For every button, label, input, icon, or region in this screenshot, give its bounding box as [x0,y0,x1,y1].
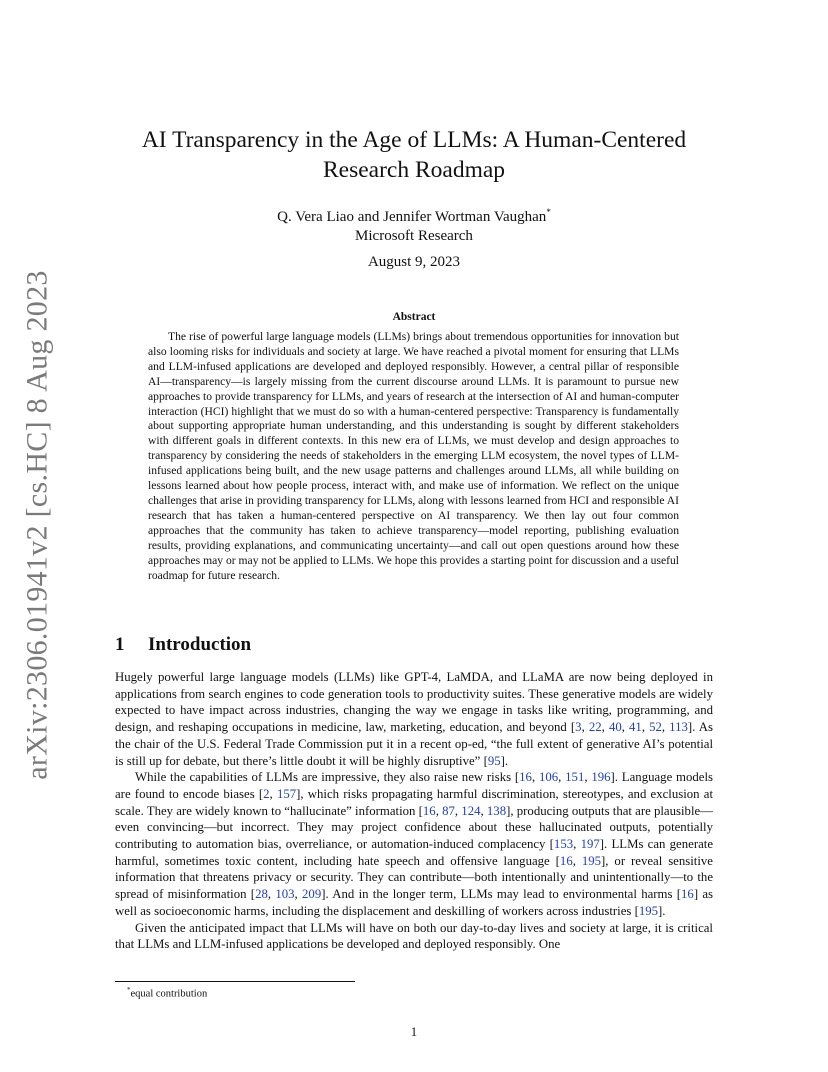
footnote [127,986,207,1000]
citation-link[interactable]: 16 [559,853,573,868]
paper-date: August 9, 2023 [367,254,461,270]
citation-link[interactable]: 40 [608,720,622,735]
citation-link[interactable]: 197 [580,837,600,852]
citation-link[interactable]: 195 [638,903,659,918]
author-names: Q. Vera Liao and Jennifer Wortman Vaughan [277,209,547,225]
citation-link[interactable]: 3 [575,720,582,735]
author-block [100,203,728,246]
citation-link[interactable]: 95 [487,753,501,768]
section-title: Introduction [148,634,252,655]
affiliation: Microsoft Research [355,228,473,244]
section-number: 1 [115,634,125,655]
citation-link[interactable]: 209 [302,887,322,902]
section-body [115,669,713,953]
citation-link[interactable]: 2 [263,786,270,801]
section-heading [115,634,251,656]
abstract-heading: Abstract [392,311,436,323]
citation-link[interactable]: 106 [538,770,559,785]
citation-link[interactable]: 157 [276,786,297,801]
body-paragraph: Given the anticipated impact that LLMs will have on both our day-to-day lives and society at large, it is critical that LLMs and LLM-infused applications be developed and deployed responsibly. One [115,920,713,952]
citation-link[interactable]: 52 [649,720,662,735]
citation-link[interactable]: 41 [629,720,642,735]
citation-link[interactable]: 138 [486,803,507,818]
citation-link[interactable]: 87 [442,803,455,818]
citation-link[interactable]: 28 [255,887,268,902]
citation-link[interactable]: 16 [422,803,436,818]
body-paragraph: While the capabilities of LLMs are impressive, they also raise new risks [16, 106, 151, 196]. Language models are found to encode biases [2, 157], which risks propagating harmful discrimination, stereotypes, and exclusion at scale. They are widely known to “hallucinate” information [16, 87, 124, 138], producing outputs that are plausible—even convincing—but incorrect. They may project confidence about these hallucinated outputs, potentially contributing to automation bias, overreliance, or automation-induced complacency [153, 197]. LLMs can generate harmful, sometimes toxic content, including hate speech and offensive language [16, 195], or reveal sensitive information that threatens privacy or security. They can contribute—both intentionally and unintentionally—to the spread of misinformation [28, 103, 209]. And in the longer term, LLMs may lead to environmental harms [16] as well as socioeconomic harms, including the displacement and deskilling of workers across industries [195]. [115,770,714,918]
footnote-mark: * [127,986,131,994]
author-footnote-mark: * [546,207,551,217]
abstract-text: The rise of powerful large language models (LLMs) brings about tremendous opportunities for innovation but also looming risks for individuals and society at large. We have reached a pivotal moment for ensuring that LLMs and LLM-infused applications are developed and deployed responsibly. However, a central pillar of responsible AI—transparency—is largely missing from the current discourse around LLMs. It is paramount to pursue new approaches to provide transparency for LLMs, and years of research at the intersection of AI and human-computer interaction (HCI) highlight that we must do so with a human-centered perspective: Transparency is fundamentally about supporting appropriate human understanding, and this understanding is sought by different stakeholders with different goals in different contexts. In this new era of LLMs, we must develop and design approaches to transparency by considering the needs of stakeholders in the emerging LLM ecosystem, the novel types of LLM-infused applications being built, and the new usage patterns and challenges around LLMs, all while building on lessons learned about how people process, interact with, and make use of information. We reflect on the unique challenges that arise in providing transparency for LLMs, along with lessons learned from HCI and responsible AI research that has taken a human-centered perspective on AI transparency. We then lay out four common approaches that the community has taken to achieve transparency—model reporting, publishing evaluation results, providing explanations, and communicating uncertainty—and call out open questions around how these approaches may or may not be applied to LLMs. We hope this provides a starting point for discussion and a useful roadmap for future research. [148,330,679,582]
citation-link[interactable]: 196 [591,770,611,785]
citation-link[interactable]: 103 [275,887,295,902]
page-number: 1 [410,1025,418,1039]
citation-link[interactable]: 113 [669,720,688,735]
citation-link[interactable]: 16 [681,887,694,902]
arxiv-identifier: arXiv:2306.01941v2 [cs.HC] 8 Aug 2023 [21,270,54,780]
body-paragraph: Hugely powerful large language models (LLMs) like GPT-4, LaMDA, and LLaMA are now being deployed in applications from search engines to code generation tools to productivity suites. These generative models are widely expected to have impact across industries, changing the way we engage in tasks like writing, programming, and design, and reshaping occupations in medicine, law, marketing, education, and beyond [3, 22, 40, 41, 52, 113]. As the chair of the U.S. Federal Trade Commission put it in a recent op-ed, “the full extent of generative AI’s potential is still up for debate, but there’s little doubt it will be highly disruptive” [95]. [115,670,713,768]
citation-link[interactable]: 124 [461,803,481,818]
citation-link[interactable]: 151 [565,770,585,785]
citation-link[interactable]: 153 [553,837,574,852]
paper-title: AI Transparency in the Age of LLMs: A Human-Centered Research Roadmap [141,127,687,183]
arxiv-sidebar [8,270,68,780]
citation-link[interactable]: 195 [581,853,602,868]
footnote-rule [115,981,355,982]
citation-link[interactable]: 22 [588,720,602,735]
citation-link[interactable]: 16 [519,770,532,785]
footnote-text: equal contribution [130,988,208,1000]
